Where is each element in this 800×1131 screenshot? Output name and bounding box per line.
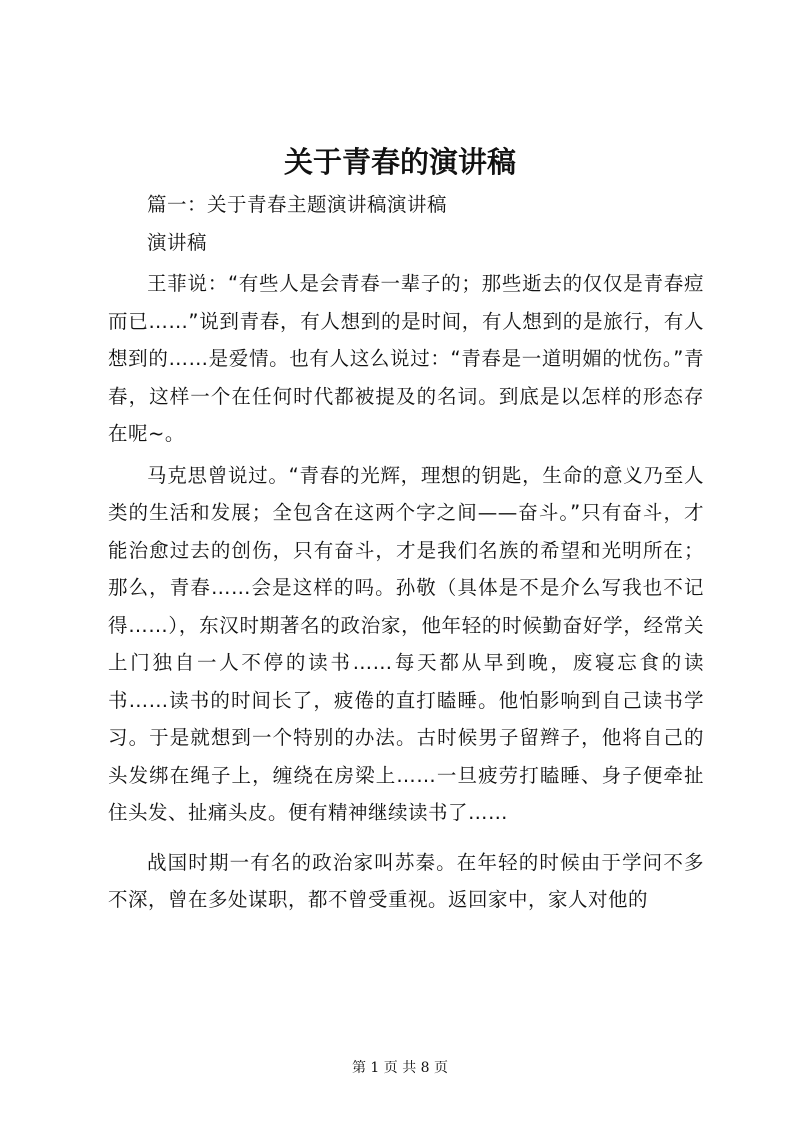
- subheading: 演讲稿: [147, 230, 208, 254]
- page-footer: 第 1 页 共 8 页: [351, 1060, 449, 1076]
- document-title: 关于青春的演讲稿: [283, 145, 516, 179]
- paragraph: 战国时期一有名的政治家叫苏秦。在年轻的时候由于学问不多不深，曾在多处谋职，都不曾受重视。返回家中，家人对他的: [108, 850, 704, 911]
- paragraph: 王菲说：“有些人是会青春一辈子的；那些逝去的仅仅是青春痘而已……”说到青春，有人想到的是时间，有人想到的是旅行，有人想到的……是爱情。也有人这么说过：“青春是一道明媚的忧伤。”青春，这样一个在任何时代都被提及的名词。到底是以怎样的形态存在呢~。: [108, 272, 704, 445]
- section-heading: 篇一：关于青春主题演讲稿演讲稿: [147, 193, 448, 216]
- paragraph: 马克思曾说过。“青春的光辉，理想的钥匙，生命的意义乃至人类的生活和发展；全包含在这两个字之间——奋斗。”只有奋斗，才能治愈过去的创伤，只有奋斗，才是我们名族的希望和光明所在；那么，青春……会是这样的吗。孙敬（具体是不是介么写我也不记得……），东汉时期著名的政治家，他年轻的时候勤奋好学，经常关上门独自一人不停的读书……每天都从早到晚，废寝忘食的读书……读书的时间长了，疲倦的直打瞌睡。他怕影响到自己读书学习。于是就想到一个特别的办法。古时候男子留辫子，他将自己的头发绑在绳子上，缠绕在房梁上……一旦疲劳打瞌睡、身子便牵扯住头发、扯痛头皮。便有精神继续读书了……: [108, 463, 704, 824]
- document-body: [108, 186, 704, 919]
